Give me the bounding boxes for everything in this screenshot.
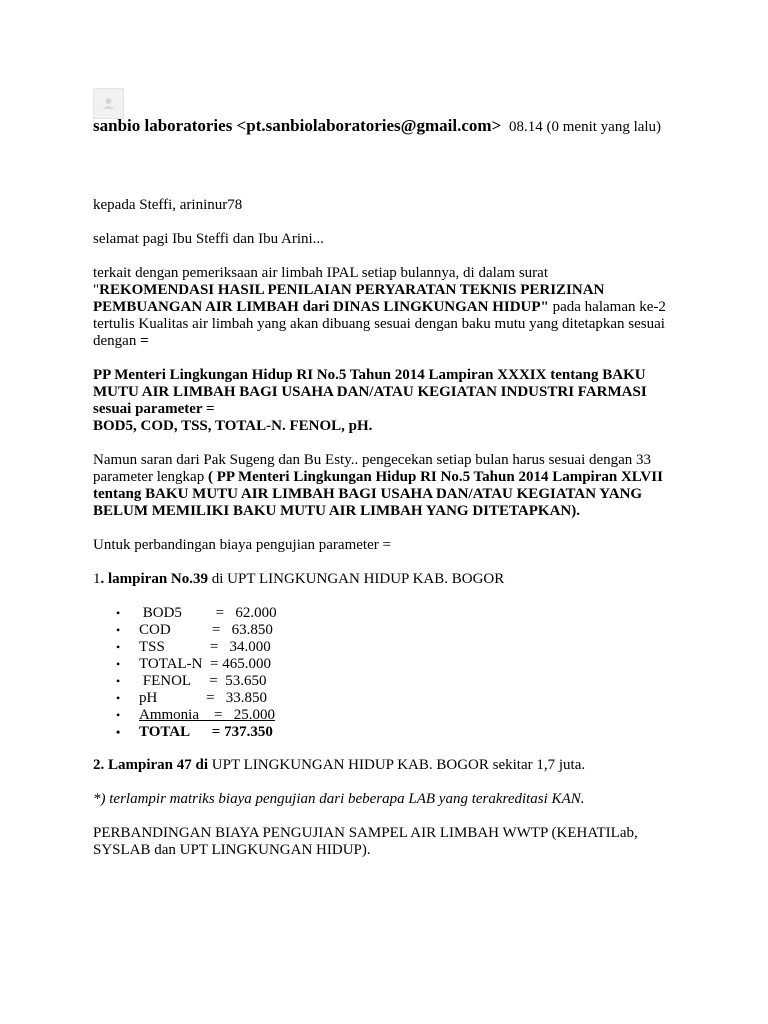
list-item: • Ammonia = 25.000 bbox=[139, 707, 683, 724]
list-item: • pH = 33.850 bbox=[139, 690, 683, 707]
suggestion-text: Namun saran dari Pak Sugeng dan Bu Esty.. pengecekan setiap bulan harus sesuai dengan 33 parameter lengkap bbox=[93, 452, 652, 485]
regulation-text: PP Menteri Lingkungan Hidup RI No.5 Tahun 2014 Lampiran XXXIX tentang BAKU MUTU AIR LIMBAH BAGI USAHA DAN/ATAU KEGIATAN INDUSTRI FARMASI sesuai parameter = bbox=[93, 367, 647, 417]
item-2-label: 2. Lampiran 47 di bbox=[93, 757, 209, 773]
comparison-intro: Untuk perbandingan biaya pengujian parameter = bbox=[93, 537, 391, 553]
list-item: • TSS = 34.000 bbox=[139, 639, 683, 656]
equals-sign: = bbox=[140, 333, 149, 349]
closing-paragraph: PERBANDINGAN BIAYA PENGUJIAN SAMPEL AIR LIMBAH WWTP (KEHATILab, SYSLAB dan UPT LINGKUNGAN HIDUP). bbox=[93, 825, 638, 858]
list-item: • FENOL = 53.650 bbox=[139, 673, 683, 690]
item-2 bbox=[93, 757, 683, 774]
sender[interactable]: sanbio laboratories <pt.sanbiolaboratories@gmail.com> bbox=[93, 116, 502, 135]
intro-rest: pada halaman ke-2 tertulis Kualitas air limbah yang akan dibuang sesuai dengan baku mutu yang ditetapkan sesuai dengan bbox=[93, 299, 666, 349]
timestamp: 08.14 (0 menit yang lalu) bbox=[509, 119, 662, 135]
email-header bbox=[93, 117, 661, 136]
parameter-list: BOD5, COD, TSS, TOTAL-N. FENOL, pH. bbox=[93, 418, 373, 434]
item-1-location: di UPT LINGKUNGAN HIDUP KAB. BOGOR bbox=[208, 571, 505, 587]
suggestion-paragraph bbox=[93, 452, 683, 520]
item-1-label: . lampiran No.39 bbox=[100, 571, 209, 587]
list-item: • COD = 63.850 bbox=[139, 622, 683, 639]
item-1 bbox=[93, 571, 683, 588]
letter-title: REKOMENDASI HASIL PENILAIAN PERYARATAN TEKNIS PERIZINAN PEMBUANGAN AIR LIMBAH dari DINAS LINGKUNGAN HIDUP" bbox=[93, 282, 605, 315]
list-item-total: • TOTAL = 737.350 bbox=[139, 724, 683, 741]
attachment-note: *) terlampir matriks biaya pengujian dari beberapa LAB yang terakreditasi KAN. bbox=[93, 791, 585, 807]
greeting: selamat pagi Ibu Steffi dan Ibu Arini... bbox=[93, 231, 324, 247]
item-1-number: 1 bbox=[93, 571, 101, 587]
avatar bbox=[93, 88, 124, 119]
item-2-text: UPT LINGKUNGAN HIDUP KAB. BOGOR sekitar 1,7 juta. bbox=[208, 757, 586, 773]
intro-text: terkait dengan pemeriksaan air limbah IPAL setiap bulannya, di dalam surat bbox=[93, 265, 549, 281]
recipients-line: kepada Steffi, arininur78 bbox=[93, 197, 243, 213]
regulation-paragraph bbox=[93, 367, 683, 435]
list-item: • BOD5 = 62.000 bbox=[139, 605, 683, 622]
quote-mark: " bbox=[93, 282, 100, 298]
suggestion-regulation: ( PP Menteri Lingkungan Hidup RI No.5 Tahun 2014 Lampiran XLVII tentang BAKU MUTU AIR LIMBAH BAGI USAHA DAN/ATAU KEGIATAN YANG BELUM MEMILIKI BAKU MUTU AIR LIMBAH YANG DITETAPKAN). bbox=[93, 469, 663, 519]
person-icon bbox=[94, 89, 123, 118]
list-item: • TOTAL-N = 465.000 bbox=[139, 656, 683, 673]
paragraph-intro bbox=[93, 265, 683, 350]
cost-list bbox=[93, 605, 683, 741]
email-body bbox=[93, 197, 683, 876]
